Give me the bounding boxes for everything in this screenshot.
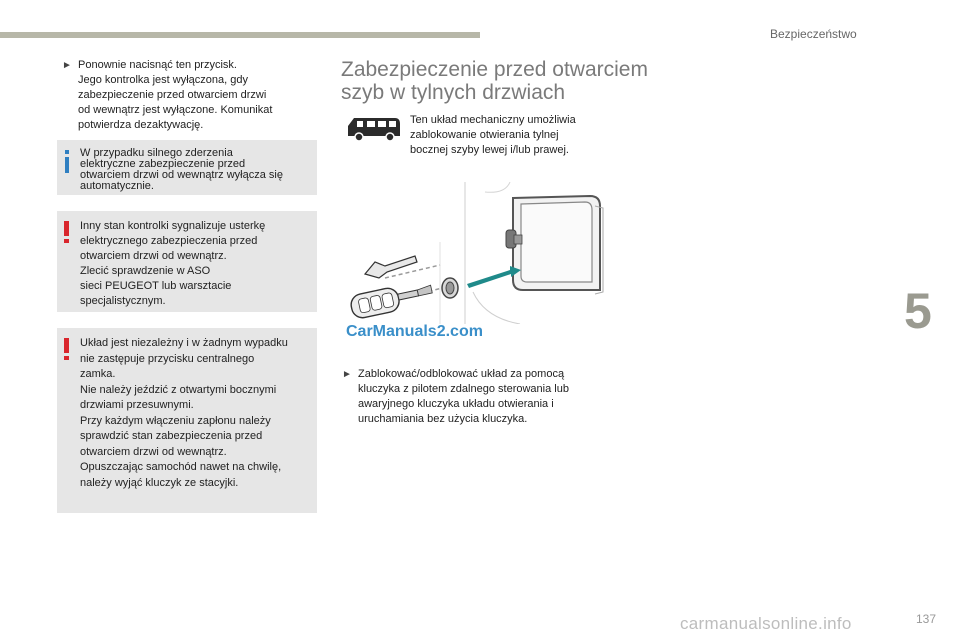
text-line: awaryjnego kluczyka układu otwierania i <box>358 398 554 410</box>
bullet-marker-icon: ► <box>342 369 352 380</box>
van-icon <box>345 114 403 142</box>
text-line: W przypadku silnego zderzenia <box>80 147 233 159</box>
info-icon <box>65 150 69 173</box>
header-accent-bar <box>0 32 480 38</box>
text-line: sprawdzić stan zabezpieczenia przed <box>80 430 263 442</box>
text-line: Nie należy jeździć z otwartymi bocznymi <box>80 383 277 396</box>
bullet-marker-icon: ► <box>62 60 72 71</box>
text-line: Inny stan kontrolki sygnalizuje usterkę <box>80 220 266 232</box>
window-lock-illustration <box>345 182 607 324</box>
text-line: od wewnątrz jest wyłączone. Komunikat <box>78 104 273 116</box>
heading-line: szyb w tylnych drzwiach <box>341 81 566 104</box>
text-line: zamka. <box>80 368 116 380</box>
page-number: 137 <box>916 612 937 626</box>
text-line: zablokowanie otwierania tylnej <box>410 129 559 141</box>
text-line: zabezpieczenie przed otwarciem drzwi <box>78 89 267 101</box>
chapter-number: 5 <box>904 283 932 339</box>
watermark-text: CarManuals2.com <box>346 323 483 340</box>
text-line: bocznej szyby lewej i/lub prawej. <box>410 144 569 156</box>
text-line: potwierdza dezaktywację. <box>78 119 204 131</box>
text-line: Jego kontrolka jest wyłączona, gdy <box>78 74 248 86</box>
text-line: drzwiami przesuwnymi. <box>80 399 194 411</box>
intro-paragraph <box>410 113 610 158</box>
text-line: otwarciem drzwi od wewnątrz. <box>80 445 227 458</box>
text-line: Układ jest niezależny i w żadnym wypadku <box>80 337 288 349</box>
text-line: Ten układ mechaniczny umożliwia <box>410 114 576 126</box>
info-box <box>57 140 317 195</box>
text-line: elektrycznego zabezpieczenia przed <box>80 235 258 247</box>
text-line: Ponownie nacisnąć ten przycisk. <box>78 59 237 71</box>
text-line: specjalistycznym. <box>80 295 166 307</box>
text-line: sieci PEUGEOT lub warsztacie <box>80 280 232 292</box>
warning-box-fault <box>57 211 317 312</box>
text-line: Opuszczając samochód nawet na chwilę, <box>80 461 282 473</box>
text-line: kluczyka z pilotem zdalnego sterowania lub <box>358 383 569 395</box>
footer-watermark: carmanualsonline.info <box>680 614 852 633</box>
bullet-lock-unlock <box>342 367 618 427</box>
section-title: Bezpieczeństwo <box>770 27 857 41</box>
text-line: nie zastępuje przycisku centralnego <box>80 352 255 365</box>
page-heading <box>341 58 648 104</box>
heading-line: Zabezpieczenie przed otwarciem <box>341 58 648 81</box>
warning-icon <box>64 221 69 243</box>
text-line: należy wyjąć kluczyk ze stacyjki. <box>80 476 239 489</box>
text-line: Zablokować/odblokować układ za pomocą <box>358 368 565 380</box>
text-line: automatycznie. <box>80 180 154 192</box>
text-line: Przy każdym włączeniu zapłonu należy <box>80 414 271 427</box>
text-line: uruchamiania bez użycia kluczyka. <box>358 413 528 425</box>
warning-icon <box>64 338 69 360</box>
text-line: otwarciem drzwi od wewnątrz wyłącza się <box>80 169 283 181</box>
bullet-press-button <box>62 58 318 133</box>
warning-box-independent <box>57 328 317 513</box>
text-line: Zlecić sprawdzenie w ASO <box>80 265 211 277</box>
text-line: otwarciem drzwi od wewnątrz. <box>80 250 227 262</box>
text-line: elektryczne zabezpieczenie przed <box>80 158 246 170</box>
